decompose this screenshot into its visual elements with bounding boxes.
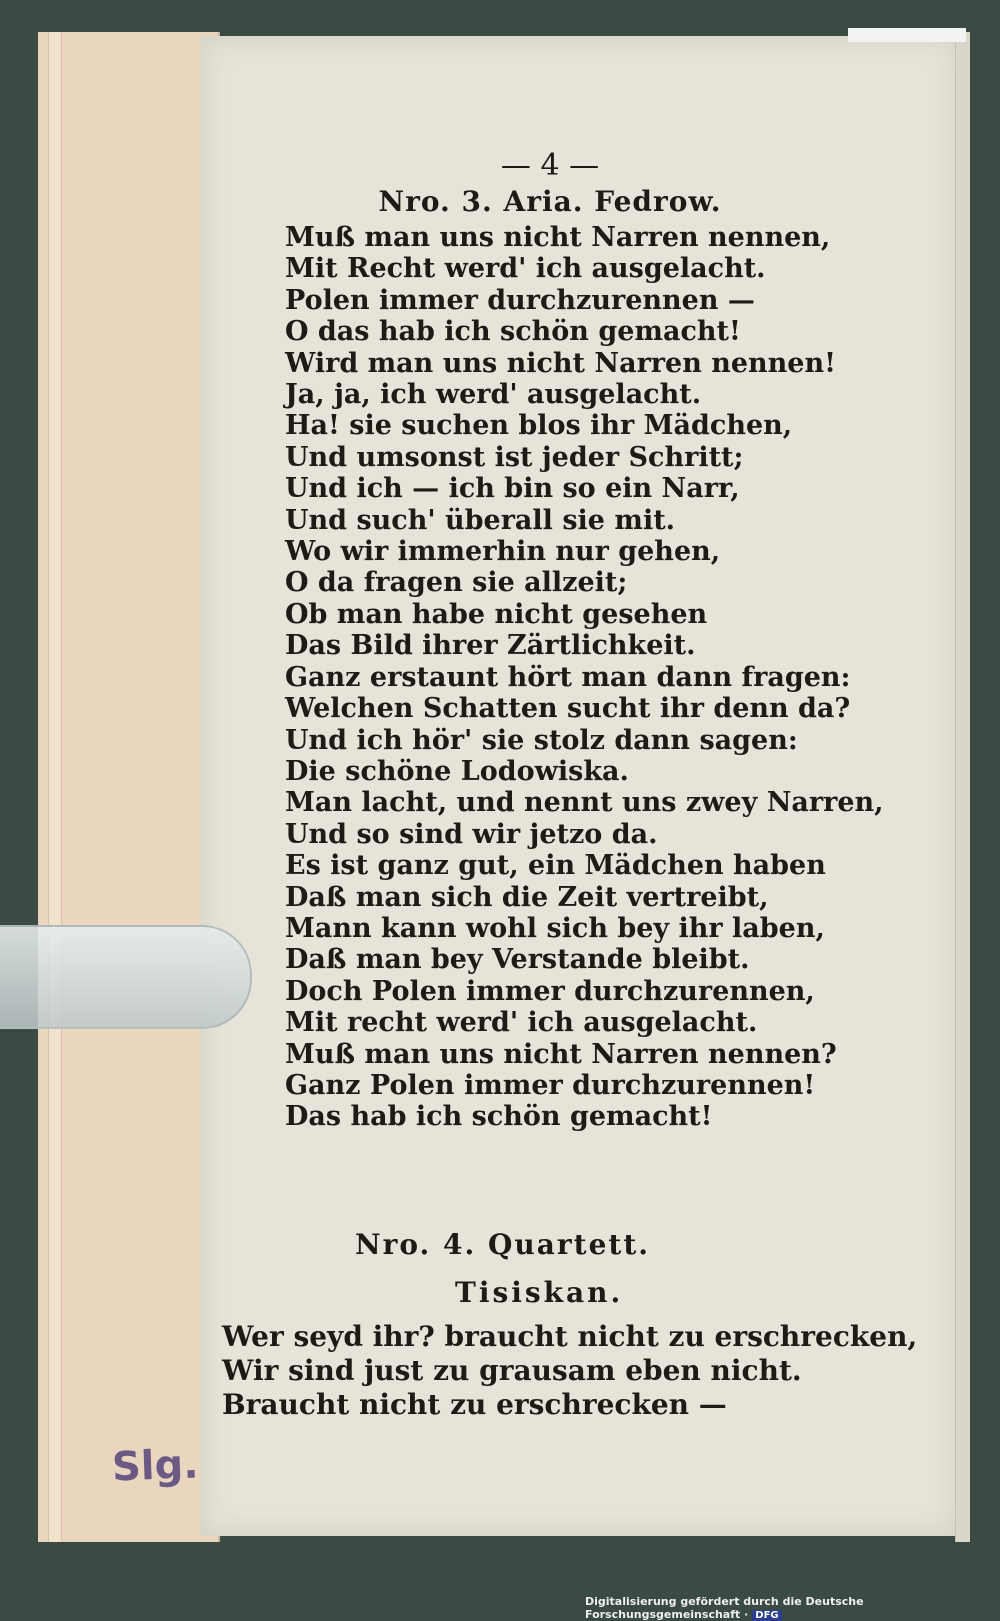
footer-credit [585,1595,1000,1621]
verse-line: O da fragen sie allzeit; [285,567,628,599]
verse-line: Ganz Polen immer durchzurennen! [285,1069,816,1101]
verse-line: Mann kann wohl sich bey ihr laben, [285,912,825,944]
verse-line: Wir sind just zu grausam eben nicht. [222,1354,802,1387]
verse-block [285,222,925,1133]
verse-line: Ob man habe nicht gesehen [285,598,708,630]
verse-line: Und ich — ich bin so ein Narr, [285,473,740,505]
verse-line: Das hab ich schön gemacht! [285,1101,713,1133]
verse-line: Braucht nicht zu erschrecken — [222,1388,727,1421]
paper-tab [848,28,966,42]
verse-line: Mit Recht werd' ich ausgelacht. [285,253,766,285]
dfg-logo: DFG [752,1610,781,1621]
page-number: — 4 — [500,148,600,183]
page-edge [955,32,970,1542]
verse-line: Wird man uns nicht Narren nennen! [285,347,836,379]
section-heading: Nro. 3. Aria. Fedrow. [378,185,722,218]
verse-line: Ganz erstaunt hört man dann fragen: [285,661,851,693]
verse-line: Ja, ja, ich werd' ausgelacht. [285,379,702,411]
verse-line: Das Bild ihrer Zärtlichkeit. [285,630,696,662]
verse-line: Welchen Schatten sucht ihr denn da? [285,693,851,725]
verse-line: Muß man uns nicht Narren nennen? [285,1038,837,1070]
verse-line: Ha! sie suchen blos ihr Mädchen, [285,410,793,442]
verse-line: Die schöne Lodowiska. [285,755,629,787]
verse-line: Polen immer durchzurennen — [285,284,755,316]
verse-line: Es ist ganz gut, ein Mädchen haben [285,850,826,882]
section-heading-quartett: Nro. 4. Quartett. [355,1228,651,1261]
verse-line: Und so sind wir jetzo da. [285,818,658,850]
verse-line: Wer seyd ihr? braucht nicht zu erschrecken, [222,1320,918,1353]
verse-line: Muß man uns nicht Narren nennen, [285,222,831,253]
verse-line: Und umsonst ist jeder Schritt; [285,441,744,473]
section-aria [285,148,925,1133]
footer-text: Digitalisierung gefördert durch die Deutsche Forschungsgemeinschaft · [585,1595,864,1621]
verse-line: Doch Polen immer durchzurennen, [285,975,815,1007]
verse-line: Und ich hör' sie stolz dann sagen: [285,724,798,756]
verse-line: Wo wir immerhin nur gehen, [285,536,721,568]
speaker-name: Tisiskan. [455,1276,624,1309]
glass-bookmark [0,925,252,1029]
verse-line: O das hab ich schön gemacht! [285,316,741,348]
verse-line: Daß man sich die Zeit vertreibt, [285,881,769,913]
verse-line: Man lacht, und nennt uns zwey Narren, [285,787,884,819]
verse-block-quartett [222,1320,917,1422]
left-cover-board [38,32,220,1542]
library-stamp: Slg. [111,1441,200,1491]
verse-line: Und such' überall sie mit. [285,504,676,536]
verse-line: Mit recht werd' ich ausgelacht. [285,1007,758,1039]
verse-line: Daß man bey Verstande bleibt. [285,944,750,976]
